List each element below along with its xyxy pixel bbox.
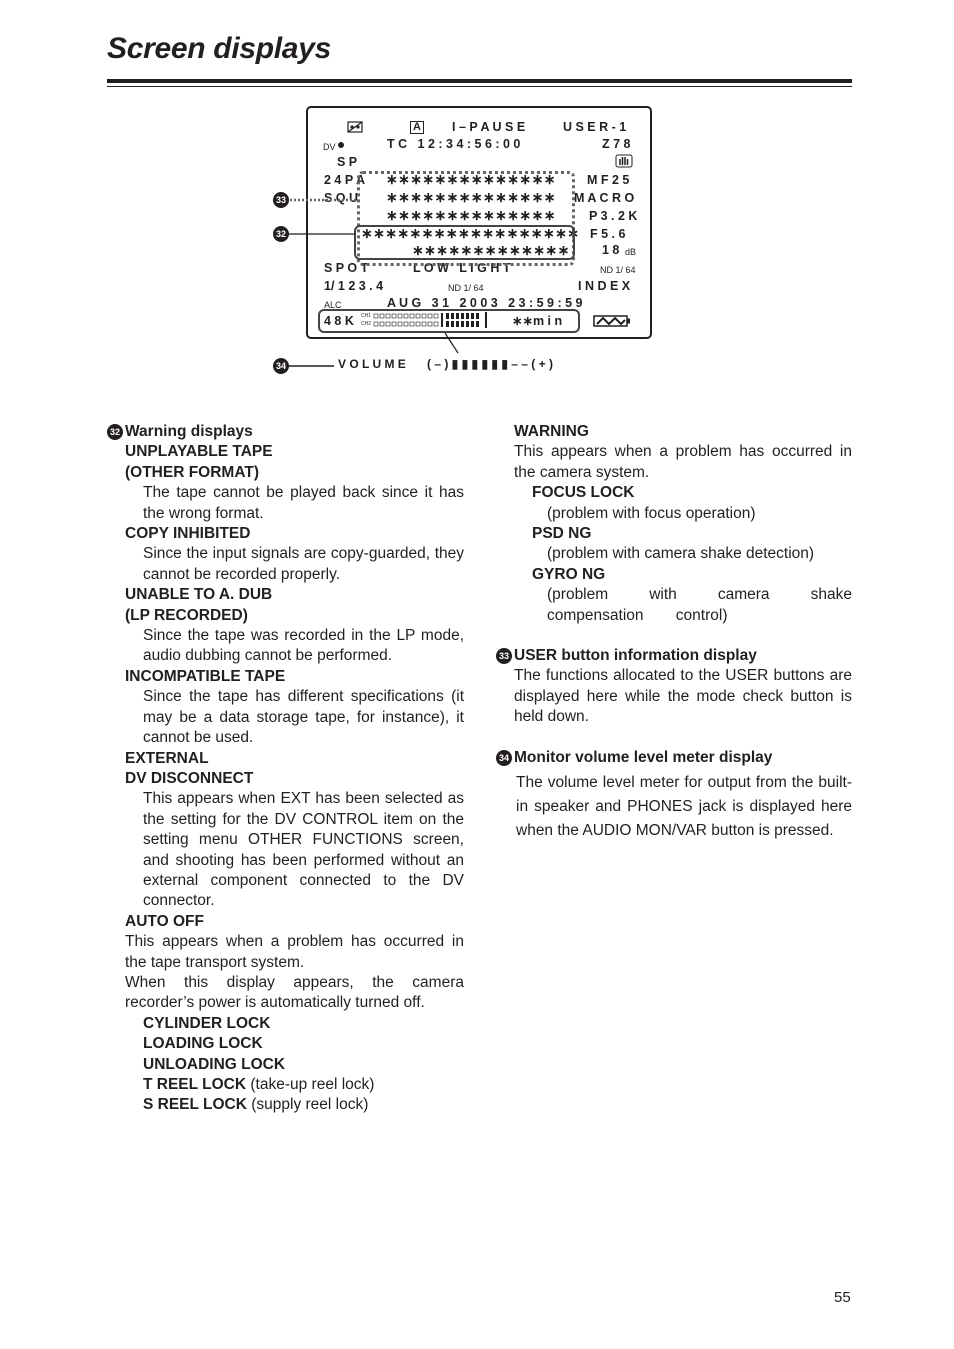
callout-lines <box>270 190 470 370</box>
spot-label: S P O T <box>324 261 369 275</box>
item-text: Since the tape was recorded in the LP mode, audio dubbing cannot be performed. <box>143 627 464 665</box>
callout-34: 34 <box>273 358 289 374</box>
dv-label: DV <box>323 142 336 152</box>
gain-unit: dB <box>625 247 637 257</box>
title-rule-thick <box>107 79 852 83</box>
sub-title: FOCUS LOCK <box>532 484 635 502</box>
iris-value: F 5 . 6 <box>590 227 626 241</box>
user-stars-a: ∗∗∗∗∗∗∗∗∗∗∗∗∗∗ <box>386 171 556 187</box>
pause-status: I – P A U S E <box>452 120 526 134</box>
ch2-label: CH2 <box>361 321 372 327</box>
sub-text: (problem with camera shake compensation control) <box>547 586 852 624</box>
lock-item: UNLOADING LOCK <box>143 1055 286 1073</box>
user-stars-b: ∗∗∗∗∗∗∗∗∗∗∗∗∗∗ <box>386 189 556 205</box>
cassette-icon <box>347 121 363 133</box>
user-info-heading: USER button information display <box>514 647 757 665</box>
user-info-text: The functions allocated to the USER buttons are displayed here while the mode check button is held down. <box>514 667 852 726</box>
page-number: 55 <box>834 1289 851 1306</box>
volume-label: V O L U M E <box>338 357 406 371</box>
low-light-label: L O W L I G H T <box>413 261 511 275</box>
warning-stars-2: ∗∗∗∗∗∗∗∗∗∗∗∗∗ <box>412 242 570 258</box>
right-column <box>496 422 852 843</box>
volume-meter-text: The volume level meter for output from the built-in speaker and PHONES jack is displayed here when the AUDIO MON/VAR button is pressed. <box>516 774 852 840</box>
item-title: UNPLAYABLE TAPE <box>125 443 273 461</box>
auto-off-text-2: When this display appears, the camera recorder’s power is automatically turned off. <box>125 973 464 1012</box>
sreel-lock-item <box>107 1095 464 1115</box>
battery-icon <box>593 315 631 327</box>
section-number-34: 34 <box>496 750 512 766</box>
item-title-2: (OTHER FORMAT) <box>125 463 260 481</box>
warning-text: This appears when a problem has occurred in the camera system. <box>514 443 852 481</box>
auto-mode-indicator: A <box>410 121 424 134</box>
title-rule-thin <box>107 86 852 87</box>
record-dot-icon <box>337 141 345 149</box>
item-title-2: DV DISCONNECT <box>125 769 254 787</box>
tape-speed: S P <box>337 155 358 169</box>
item-text: Since the input signals are copy-guarded, they cannot be recorded properly. <box>143 545 464 583</box>
section-number-32: 32 <box>107 424 123 440</box>
item-text: This appears when EXT has been selected as the setting for the DV CONTROL item on the setting menu OTHER FUNCTIONS screen, and shooting has been performed without an external component connected to the DV connector. <box>143 790 464 910</box>
treel-lock-item <box>107 1075 464 1095</box>
shutter-speed: 1/ 1 2 3 . 4 <box>324 279 384 293</box>
volume-meter-heading: Monitor volume level meter display <box>514 748 773 766</box>
shake-icon <box>615 154 633 168</box>
nd-filter-mid: ND 1/ 64 <box>448 283 484 293</box>
warning-displays-heading: Warning displays <box>125 423 253 440</box>
index-label: I N D E X <box>578 279 631 293</box>
item-text: Since the tape has different specifications (it may be a data storage tape, for instance), it cannot be used. <box>143 688 464 747</box>
sreel-note: (supply reel lock) <box>246 1096 369 1114</box>
white-balance: P 3 . 2 K <box>589 209 638 223</box>
alc-label: ALC <box>324 300 342 310</box>
auto-off-title: AUTO OFF <box>125 912 204 930</box>
item-text: The tape cannot be played back since it has the wrong format. <box>143 484 464 522</box>
date-time: A U G 3 1 2 0 0 3 2 3 : 5 9 : 5 9 <box>387 296 583 310</box>
item-title: UNABLE TO A. DUB <box>125 586 273 604</box>
lock-item: LOADING LOCK <box>143 1035 263 1053</box>
left-column <box>107 422 464 1116</box>
callout-32: 32 <box>273 226 289 242</box>
treel-note: (take-up reel lock) <box>246 1076 375 1093</box>
sub-text: (problem with camera shake detection) <box>547 545 815 563</box>
nd-filter-right: ND 1/ 64 <box>600 265 636 275</box>
warning-title: WARNING <box>514 423 589 440</box>
audio-sample-rate: 4 8 K <box>324 314 354 328</box>
item-title: INCOMPATIBLE TAPE <box>125 667 286 685</box>
macro-label: M A C R O <box>574 191 635 205</box>
item-title-2: (LP RECORDED) <box>125 606 248 624</box>
remaining-tape: ∗∗m i n <box>512 314 563 328</box>
focus-value: M F 2 5 <box>587 173 630 187</box>
item-title: COPY INHIBITED <box>125 525 251 543</box>
warning-stars: ∗∗∗∗∗∗∗∗∗∗∗∗∗∗∗∗∗∗ <box>361 225 580 241</box>
user-status: U S E R - 1 <box>563 120 627 134</box>
treel-label: T REEL LOCK <box>143 1076 247 1093</box>
user-stars-c: ∗∗∗∗∗∗∗∗∗∗∗∗∗∗ <box>386 207 556 223</box>
squeeze-label: S Q U <box>324 191 359 205</box>
callout-33: 33 <box>273 192 289 208</box>
item-title: EXTERNAL <box>125 749 209 767</box>
gain-value: 1 8 <box>602 243 620 257</box>
page-title: Screen displays <box>107 32 331 65</box>
sub-text: (problem with focus operation) <box>547 504 756 522</box>
sub-title: GYRO NG <box>532 565 606 583</box>
zoom-value: Z 7 8 <box>602 137 631 151</box>
sub-title: PSD NG <box>532 525 592 543</box>
timecode: T C 1 2 : 3 4 : 5 6 : 0 0 <box>387 137 521 151</box>
lock-item: CYLINDER LOCK <box>143 1014 271 1032</box>
frame-mode: 2 4 P A <box>324 173 365 187</box>
section-number-33: 33 <box>496 648 512 664</box>
auto-off-text-1: This appears when a problem has occurred in the tape transport system. <box>125 933 464 971</box>
ch1-label: CH1 <box>361 313 372 319</box>
sreel-label: S REEL LOCK <box>143 1096 247 1114</box>
volume-bar: ( – ) ▮ ▮ ▮ ▮ ▮ ▮ – – ( + ) <box>427 357 553 371</box>
